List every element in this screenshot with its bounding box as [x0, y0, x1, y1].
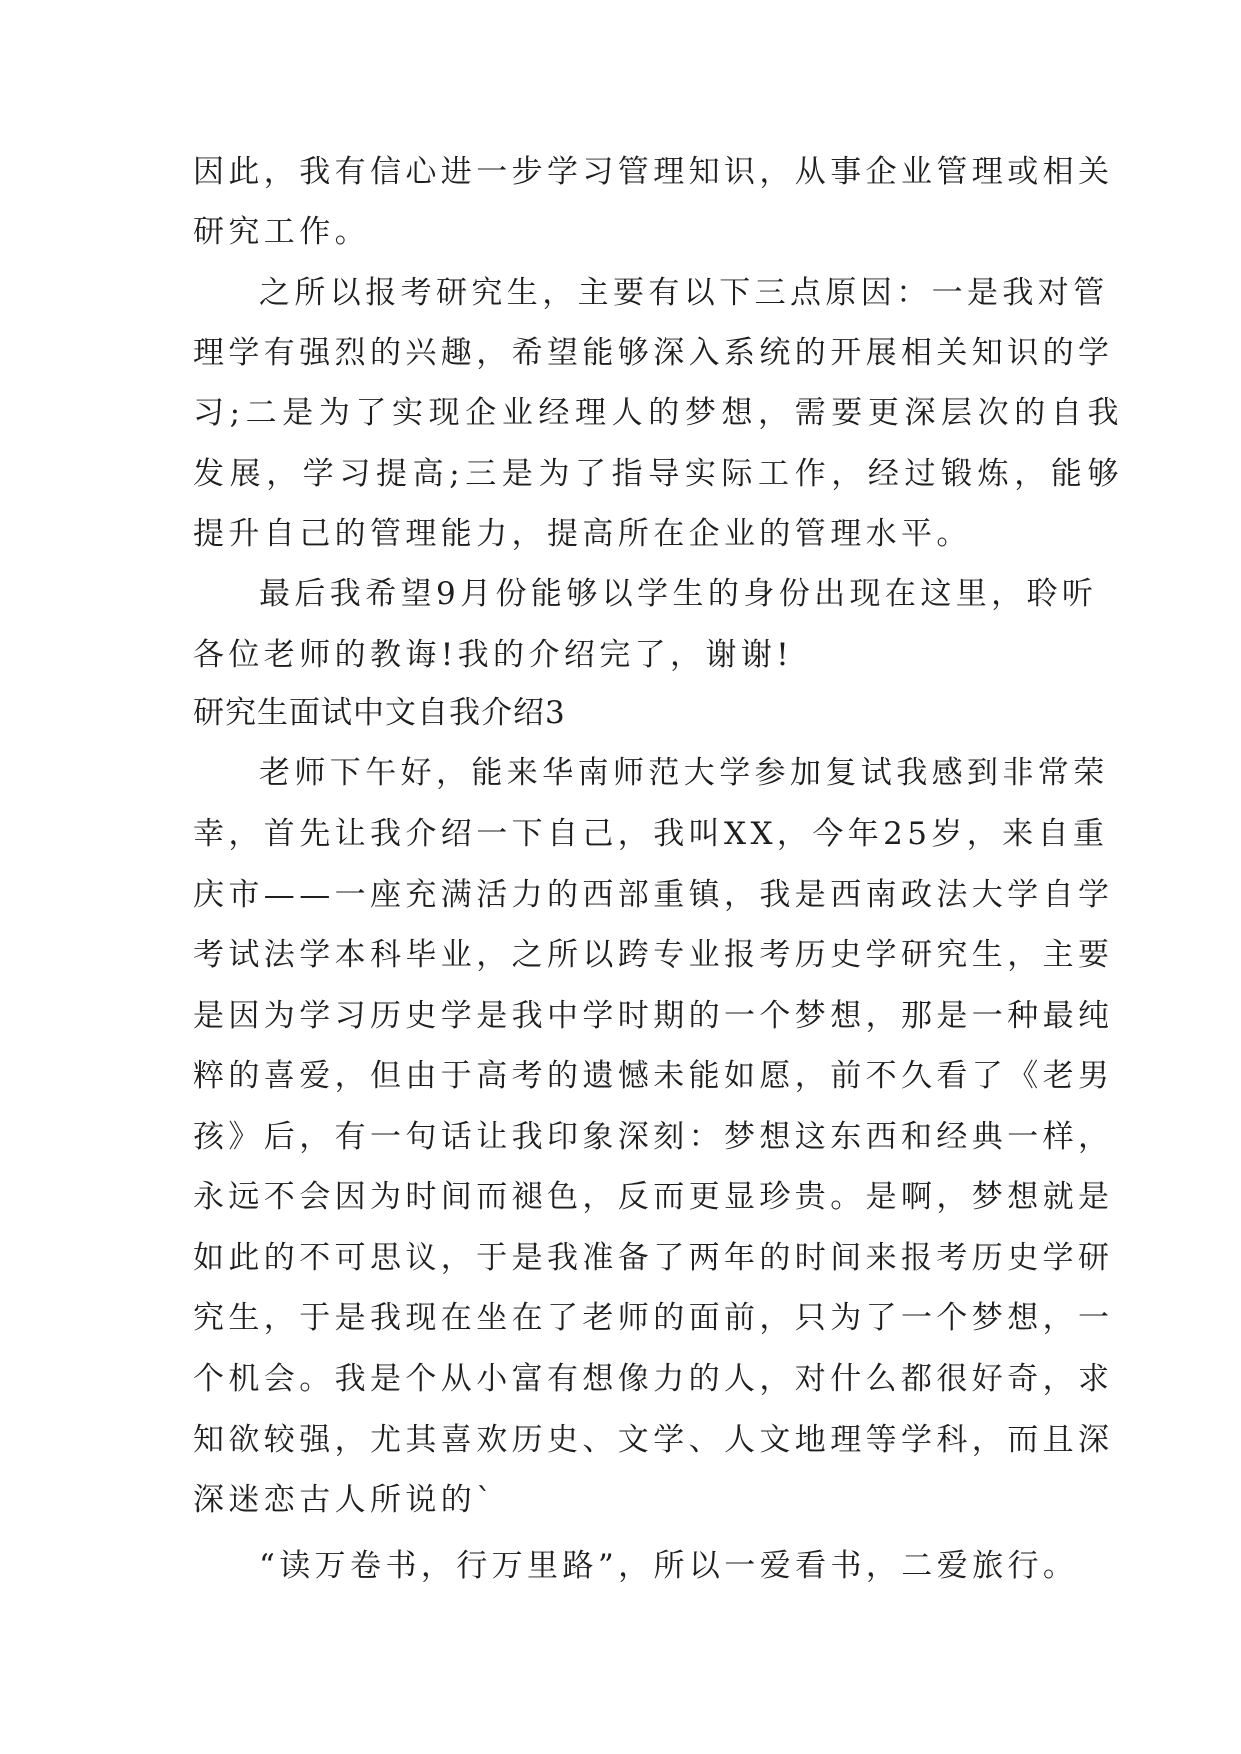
- text-line: 粹的喜爱，但由于高考的遗憾未能如愿，前不久看了《老男: [193, 1058, 1114, 1094]
- text-line: 孩》后，有一句话让我印象深刻：梦想这东西和经典一样，: [193, 1119, 1114, 1155]
- text-line: 之所以报考研究生，主要有以下三点原因：一是我对管: [259, 275, 1109, 311]
- text-line: 是因为学习历史学是我中学时期的一个梦想，那是一种最纯: [193, 998, 1114, 1034]
- text-line: 发展，学习提高;三是为了指导实际工作，经过锻炼，能够: [193, 456, 1125, 492]
- text-line: 深迷恋古人所说的`: [193, 1482, 497, 1518]
- text-line: 研究工作。: [193, 214, 370, 250]
- section-heading: 研究生面试中文自我介绍3: [193, 695, 566, 731]
- text-line: 个机会。我是个从小富有想像力的人，对什么都很好奇，求: [193, 1361, 1114, 1397]
- text-line: 如此的不可思议，于是我准备了两年的时间来报考历史学研: [193, 1240, 1114, 1276]
- text-line: 习;二是为了实现企业经理人的梦想，需要更深层次的自我: [193, 395, 1125, 431]
- text-line: “读万卷书，行万里路”，所以一爱看书，二爱旅行。: [259, 1548, 1079, 1584]
- text-line: 永远不会因为时间而褪色，反而更显珍贵。是啊，梦想就是: [193, 1179, 1114, 1215]
- text-line: 庆市——一座充满活力的西部重镇，我是西南政法大学自学: [193, 877, 1114, 913]
- text-line: 老师下午好，能来华南师范大学参加复试我感到非常荣: [259, 755, 1109, 791]
- text-line: 提升自己的管理能力，提高所在企业的管理水平。: [193, 516, 972, 552]
- text-line: 幸，首先让我介绍一下自己，我叫XX，今年25岁，来自重: [193, 816, 1109, 852]
- text-line: 理学有强烈的兴趣，希望能够深入系统的开展相关知识的学: [193, 335, 1114, 371]
- text-line: 知欲较强，尤其喜欢历史、文学、人文地理等学科，而且深: [193, 1422, 1114, 1458]
- text-line: 究生，于是我现在坐在了老师的面前，只为了一个梦想，一: [193, 1300, 1114, 1336]
- text-line: 各位老师的教诲!我的介绍完了，谢谢!: [193, 637, 794, 673]
- text-line: 因此，我有信心进一步学习管理知识，从事企业管理或相关: [193, 154, 1114, 190]
- text-line: 最后我希望9月份能够以学生的身份出现在这里，聆听: [259, 576, 1098, 612]
- text-line: 考试法学本科毕业，之所以跨专业报考历史学研究生，主要: [193, 937, 1114, 973]
